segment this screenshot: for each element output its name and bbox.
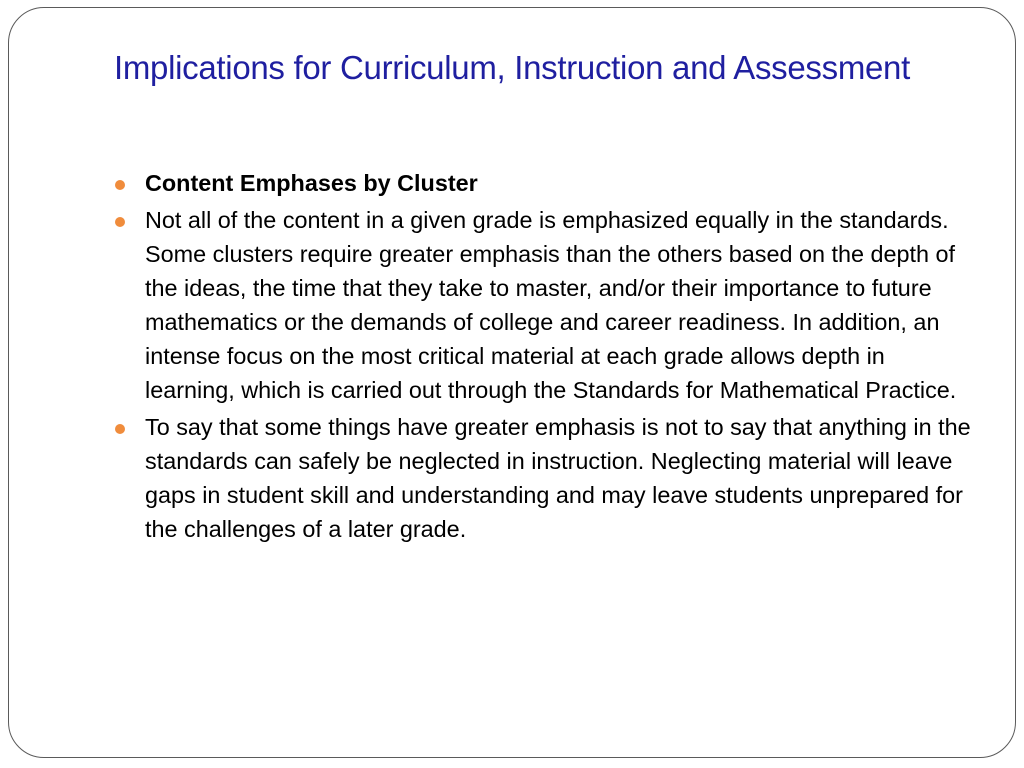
bullet-text: To say that some things have greater emphasis is not to say that anything in the standards can safely be neglected in instruction. Neglecting material will leave gaps in student skill and understanding and may leave students unprepared for the challenges of a later grade.: [145, 414, 971, 542]
bullet-dot-icon: [115, 180, 125, 190]
slide-title: Implications for Curriculum, Instruction and Assessment: [114, 49, 910, 86]
bullet-text: Content Emphases by Cluster: [145, 170, 478, 196]
bullet-item-neglect: [112, 410, 972, 546]
bullet-text: Not all of the content in a given grade is emphasized equally in the standards. Some clusters require greater emphasis than the others based on the depth of the ideas, the time that they take to master, and/or their importance to future mathematics or the demands of college and career readiness. In addition, an intense focus on the most critical material at each grade allows depth in learning, which is carried out through the Standards for Mathematical Practice.: [145, 207, 957, 403]
bullet-dot-icon: [115, 424, 125, 434]
bullet-list: [112, 166, 972, 549]
bullet-item-emphasis: [112, 203, 972, 407]
bullet-item-heading: [112, 166, 972, 200]
bullet-dot-icon: [115, 217, 125, 227]
